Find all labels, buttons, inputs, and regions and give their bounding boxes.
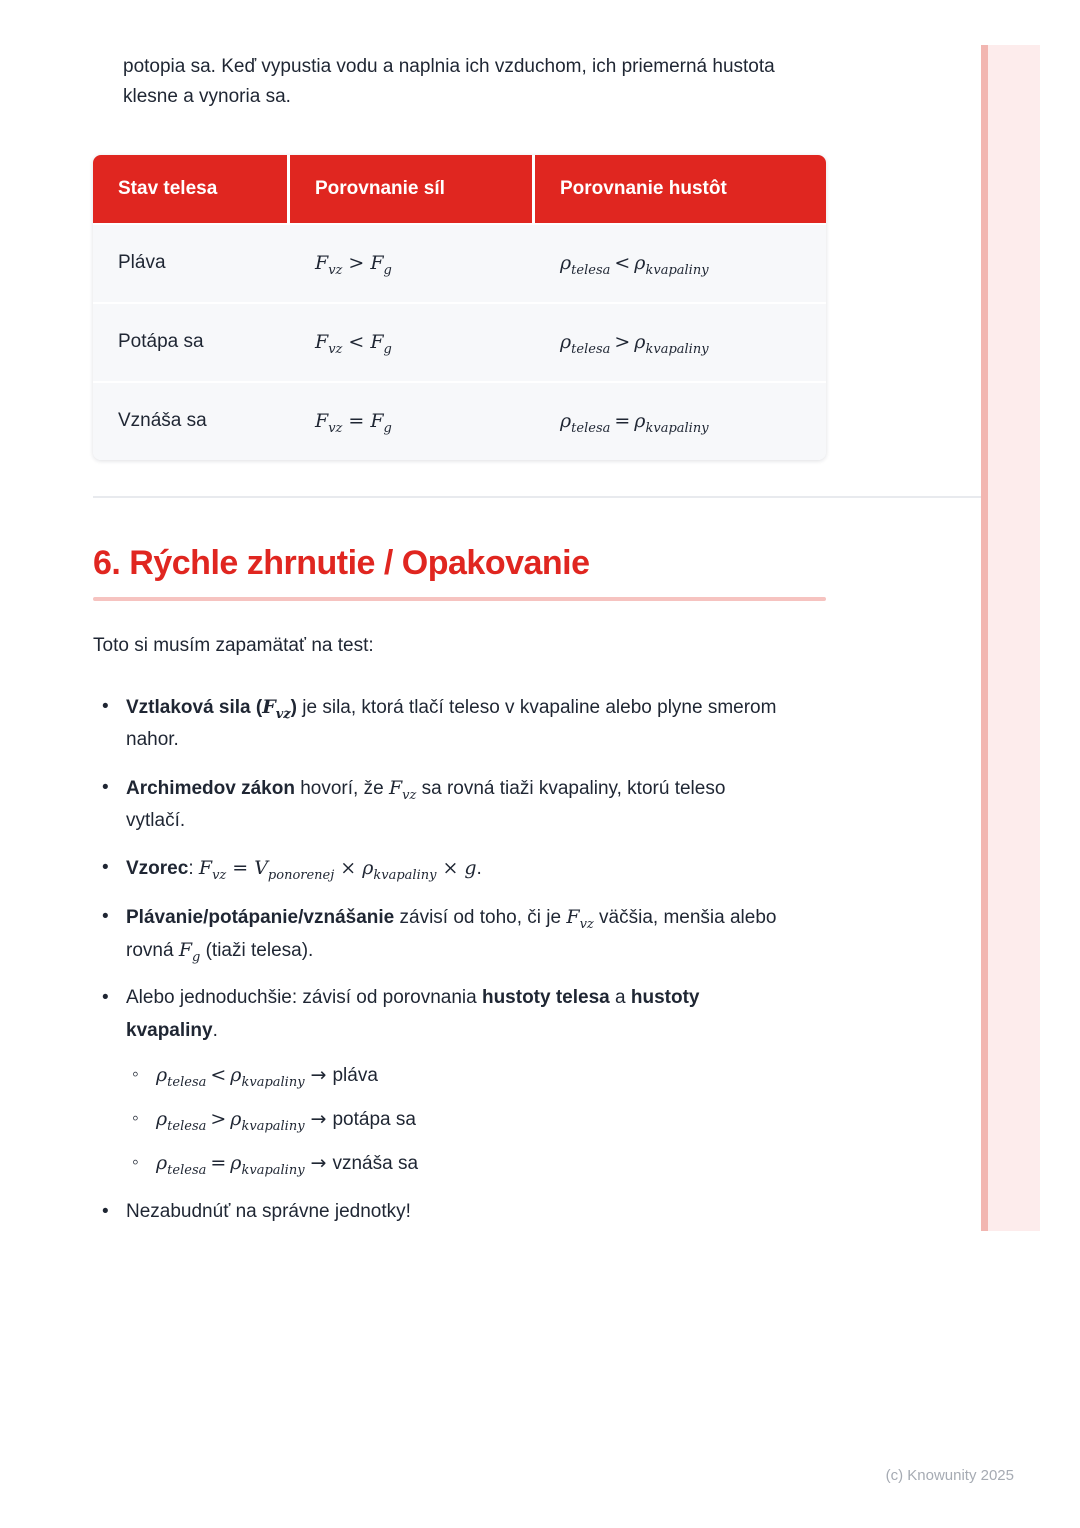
symbol-rho: ρ [362, 857, 374, 880]
subscript-vz: vz [328, 341, 343, 357]
arrow-icon: → [310, 1063, 327, 1086]
sublist-item [126, 1147, 788, 1180]
subscript-kvapaliny: kvapaliny [645, 262, 709, 278]
copyright-notice: (c) Knowunity 2025 [885, 1467, 1014, 1484]
symbol-F: F [198, 857, 213, 880]
item-text: . [476, 858, 482, 880]
symbol-F: F [370, 409, 384, 432]
table-header-row [93, 155, 826, 223]
list-item [93, 772, 788, 838]
math-fvz [262, 696, 291, 722]
cell-state: Pláva [118, 251, 166, 273]
symbol-F: F [315, 409, 329, 432]
cell-density-comparison [535, 304, 826, 381]
list-item [93, 852, 788, 885]
list-item [93, 691, 788, 757]
subscript-telesa: telesa [571, 262, 611, 278]
bold-text: Vztlaková sila ( [126, 697, 263, 719]
operator: > [614, 330, 631, 353]
subscript-kvapaliny: kvapaliny [645, 341, 709, 357]
subscript-kvapaliny: kvapaliny [373, 868, 437, 884]
symbol-F: F [370, 251, 384, 274]
table-row [93, 302, 826, 381]
heading-underline [93, 597, 826, 601]
math-fvz [566, 905, 594, 932]
comparison-table [93, 155, 826, 460]
symbol-F: F [388, 776, 403, 799]
symbol-F: F [315, 251, 329, 274]
symbol-rho: ρ [156, 1108, 168, 1131]
item-text: (tiaži telesa). [200, 939, 314, 961]
table-row [93, 381, 826, 460]
item-text: . [212, 1019, 218, 1041]
operator: < [210, 1063, 227, 1086]
bold-text: Plávanie/potápanie/vznášanie [126, 906, 395, 928]
section-heading: 6. Rýchle zhrnutie / Opakovanie [93, 543, 590, 582]
symbol-rho: ρ [156, 1063, 168, 1086]
subscript-g: g [192, 949, 201, 965]
operator: < [614, 251, 631, 274]
symbol-rho: ρ [560, 251, 572, 274]
subscript-vz: vz [275, 706, 291, 722]
list-item [93, 982, 788, 1180]
list-item [93, 901, 788, 968]
list-item [93, 1196, 788, 1228]
symbol-V: V [254, 857, 268, 880]
symbol-rho: ρ [156, 1152, 168, 1175]
subscript-vz: vz [328, 420, 343, 436]
equals-operator: = [232, 857, 249, 880]
symbol-rho: ρ [230, 1108, 242, 1131]
subscript-telesa: telesa [571, 341, 611, 357]
math-formula [198, 857, 477, 884]
cell-state: Vznáša sa [118, 409, 207, 431]
cell-density-comparison [535, 225, 826, 302]
sublist-item [126, 1059, 788, 1092]
operator: > [210, 1108, 227, 1131]
lead-paragraph: Toto si musím zapamätať na test: [93, 634, 374, 656]
item-text: väčšia, menšia alebo rovná [126, 906, 777, 961]
symbol-F: F [178, 938, 192, 961]
symbol-rho: ρ [560, 330, 572, 353]
symbol-g: g [464, 857, 477, 880]
cell-density-comparison [535, 383, 826, 460]
subscript-kvapaliny: kvapaliny [645, 420, 709, 436]
times-operator: × [442, 857, 459, 880]
result-text: vznáša sa [332, 1153, 419, 1175]
math-density-comparison [156, 1152, 305, 1179]
math-density-comparison [156, 1108, 305, 1134]
table-row [93, 223, 826, 302]
subscript-g: g [383, 262, 392, 278]
subscript-vz: vz [579, 916, 594, 932]
subscript-g: g [383, 420, 392, 436]
item-text: závisí od toho, či je [394, 906, 567, 928]
sublist-item [126, 1103, 788, 1136]
times-operator: × [340, 857, 357, 880]
subscript-telesa: telesa [167, 1163, 207, 1179]
symbol-rho: ρ [230, 1063, 242, 1086]
bold-text: hustoty kvapaliny [126, 987, 700, 1041]
operator: > [348, 251, 365, 274]
result-text: potápa sa [332, 1109, 416, 1131]
bold-text: Archimedov zákon [126, 777, 295, 799]
subscript-telesa: telesa [167, 1118, 207, 1134]
arrow-icon: → [310, 1108, 327, 1131]
subscript-telesa: telesa [167, 1074, 207, 1090]
symbol-F: F [315, 330, 329, 353]
bold-text: ) [290, 697, 297, 719]
operator: = [614, 409, 631, 432]
subscript-g: g [383, 341, 392, 357]
page-edge-decoration [981, 45, 1040, 1231]
summary-list [93, 691, 788, 1228]
symbol-rho: ρ [560, 409, 572, 432]
item-text: hovorí, že [294, 777, 389, 799]
symbol-F: F [566, 905, 580, 928]
cell-force-comparison [290, 383, 535, 460]
arrow-icon: → [310, 1152, 327, 1175]
intro-paragraph: potopia sa. Keď vypustia vodu a naplnia ich vzduchom, ich priemerná hustota klesne a vynoria sa. [123, 56, 775, 108]
section-divider [93, 496, 985, 498]
table-header-stav-telesa: Stav telesa [93, 155, 290, 223]
item-text: sa rovná tiaži kvapaliny, ktorú teleso vytlačí. [126, 777, 726, 832]
item-text: a [609, 987, 631, 1009]
density-sublist [126, 1059, 788, 1181]
cell-state: Potápa sa [118, 330, 204, 352]
symbol-F: F [370, 330, 384, 353]
item-text: : [188, 858, 199, 880]
operator: = [348, 409, 365, 432]
math-fvz [388, 776, 417, 803]
symbol-rho: ρ [634, 409, 646, 432]
bold-text: Vzorec [126, 858, 189, 880]
subscript-kvapaliny: kvapaliny [241, 1118, 305, 1134]
operator: < [348, 330, 365, 353]
subscript-kvapaliny: kvapaliny [241, 1074, 305, 1090]
operator: = [210, 1152, 227, 1175]
item-text: Alebo jednoduchšie: závisí od porovnania [126, 987, 482, 1009]
math-fg [178, 938, 201, 965]
result-text: pláva [332, 1064, 378, 1086]
item-text: Nezabudnúť na správne jednotky! [126, 1200, 411, 1222]
symbol-rho: ρ [634, 330, 646, 353]
math-density-comparison [156, 1063, 305, 1090]
table-header-porovnanie-hustot: Porovnanie hustôt [535, 155, 826, 223]
symbol-rho: ρ [634, 251, 646, 274]
symbol-rho: ρ [230, 1152, 242, 1175]
subscript-kvapaliny: kvapaliny [241, 1163, 305, 1179]
cell-force-comparison [290, 225, 535, 302]
item-text: je sila, ktorá tlačí teleso v kvapaline alebo plyne smerom nahor. [126, 697, 777, 751]
subscript-vz: vz [212, 868, 227, 884]
subscript-telesa: telesa [571, 420, 611, 436]
table-header-porovnanie-sil: Porovnanie síl [290, 155, 535, 223]
cell-force-comparison [290, 304, 535, 381]
symbol-F: F [262, 696, 276, 719]
subscript-vz: vz [402, 787, 417, 803]
subscript-ponorenej: ponorenej [267, 868, 335, 884]
subscript-vz: vz [328, 262, 343, 278]
bold-text: hustoty telesa [481, 987, 610, 1009]
